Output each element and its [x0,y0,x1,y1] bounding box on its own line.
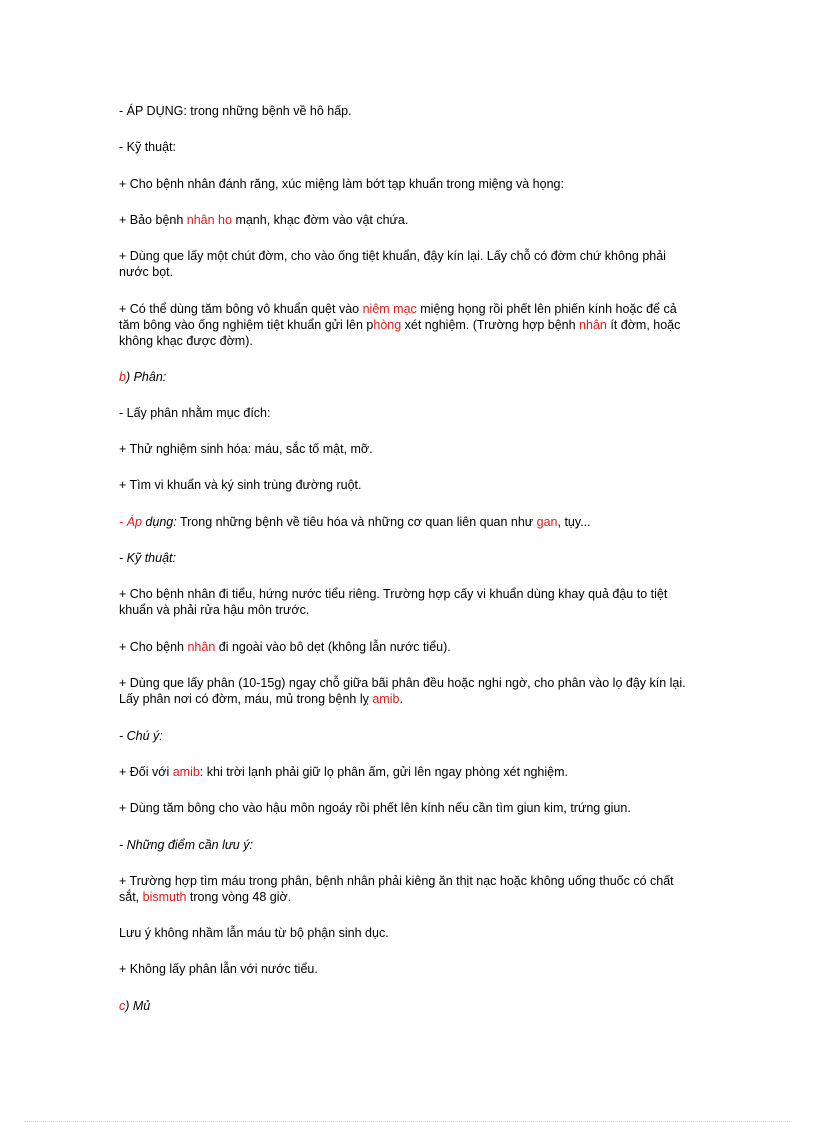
text-run: miệng họng rồi phết lên phiến kính hoặc để cả tăm bông vào ống nghiệm tiệt khuẩn gửi lên p [119,302,677,332]
highlighted-term: bismuth [142,890,187,904]
paragraph-vi-khuan: + Tìm vi khuẩn và ký sinh trùng đường ruột. [119,478,362,492]
paragraph-bo-det [119,639,694,655]
paragraph-nuoc-tieu: + Không lấy phân lẫn với nước tiểu. [119,962,318,976]
paragraph-luu-y-heading: - Những điểm cần lưu ý: [119,838,253,852]
text-run: + Trường hợp tìm máu trong phân, bệnh nhân phải kiêng ăn thịt nạc hoặc không uống thuốc có chất sắt, [119,874,674,904]
highlighted-term: hòng [373,318,402,332]
text-run: ít đờm, hoặc không khạc được đờm). [119,318,681,348]
text-run: , tụy... [557,515,591,529]
paragraph-sinh-hoa: + Thử nghiệm sinh hóa: máu, sắc tố mật, mỡ. [119,442,373,456]
paragraph-muc-dich: - Lấy phân nhằm mục đích: [119,406,271,420]
section-title: ) Mủ [125,999,151,1013]
text-run: + Bảo bệnh [119,213,187,227]
paragraph-giun-kim: + Dùng tăm bông cho vào hậu môn ngoáy rồi phết lên kính nếu cần tìm giun kim, trứng giun. [119,801,631,815]
text-run: + Cho bệnh [119,640,188,654]
paragraph-khac-dom [119,212,694,228]
paragraph-que-lay-phan [119,675,694,707]
paragraph-di-tieu: + Cho bệnh nhân đi tiểu, hứng nước tiểu riêng. Trường hợp cấy vi khuẩn dùng khay quả đậu to tiệt khuẩn và phải rửa hậu môn trước. [119,587,668,617]
paragraph-chu-y [119,728,694,744]
text-run: mạnh, khạc đờm vào vật chứa. [231,213,409,227]
text-run: dụng: [141,515,177,529]
highlighted-term: - Áp [119,515,142,529]
section-heading-mu [119,998,694,1014]
paragraph-danh-rang: + Cho bệnh nhân đánh răng, xúc miệng làm bớt tạp khuẩn trong miệng và họng: [119,177,564,191]
paragraph-ap-dung-tieu-hoa [119,514,694,530]
text-run: Chú ý: [126,729,163,743]
text-run: đi ngoài vào bô dẹt (không lẫn nước tiểu). [215,640,451,654]
paragraph-tim-mau [119,873,694,905]
paragraph-ky-thuat-heading: - Kỹ thuật: [119,140,176,154]
text-run: + Dùng que lấy phân (10-15g) ngay chỗ giữa bãi phân đều hoặc nghi ngờ, cho phân vào lọ đậy kín lại. Lấy phân nơi có đờm, máu, mủ trong bệnh lỵ [119,676,686,706]
highlighted-term: nhân [187,640,216,654]
highlighted-term: niêm mạc [362,302,417,316]
highlighted-term: gan [536,515,558,529]
paragraph-sinh-duc: Lưu ý không nhầm lẫn máu từ bộ phận sinh dục. [119,926,389,940]
section-letter: b [119,370,126,384]
section-letter: c [119,999,126,1013]
paragraph-amib [119,764,694,780]
text-run: : khi trời lạnh phải giữ lọ phân ấm, gửi lên ngay phòng xét nghiệm. [199,765,569,779]
section-title: ) Phân: [125,370,167,384]
highlighted-term: amib [372,692,400,706]
text-run: Trong những bệnh về tiêu hóa và những cơ quan liên quan như [176,515,537,529]
paragraph-ky-thuat-heading-2: - Kỹ thuật: [119,551,176,565]
text-run: trong vòng 48 giờ. [186,890,292,904]
text-run: xét nghiệm. (Trường hợp bệnh [401,318,580,332]
paragraph-ap-dung-ho-hap: - ÁP DỤNG: trong những bệnh về hô hấp. [119,104,352,118]
text-run: + Đối với [119,765,173,779]
highlighted-term: nhân ho [186,213,232,227]
highlighted-term: nhân [579,318,607,332]
section-heading-phan [119,369,694,385]
paragraph-tam-bong [119,301,694,349]
paragraph-que-lay-dom: + Dùng que lấy một chút đờm, cho vào ống tiệt khuẩn, đậy kín lại. Lấy chỗ có đờm chứ không phải nước bọt. [119,249,666,279]
text-run: . [399,692,403,706]
highlighted-term: amib [172,765,200,779]
text-run: + Có thể dùng tăm bông vô khuẩn quệt vào [119,302,363,316]
text-run: - [119,729,127,743]
page-bottom-rule [24,1121,792,1122]
